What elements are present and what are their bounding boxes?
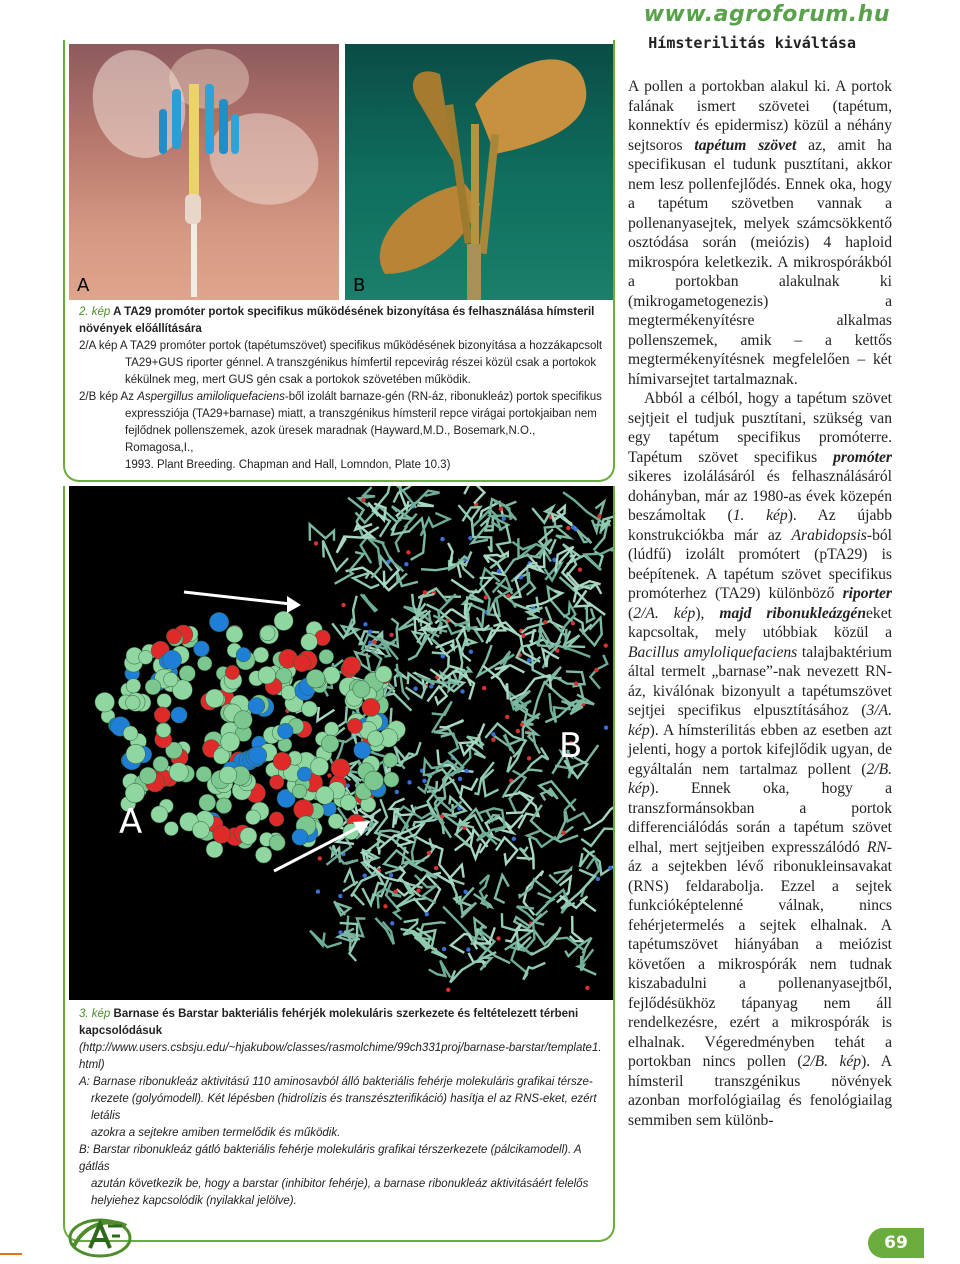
barstar-atom: [496, 936, 500, 940]
figure-2a-line3: kékülnek meg, mert GUS gén csak a portokok szövetében működik.: [125, 374, 471, 386]
barstar-atom: [442, 947, 446, 951]
figure-3-url-line2[interactable]: html): [79, 1059, 105, 1071]
barstar-atom: [394, 889, 398, 893]
barstar-strand: [450, 952, 496, 982]
barstar-atom: [363, 622, 367, 626]
flower-b-illustration: [345, 44, 613, 300]
barstar-strand: [496, 838, 517, 864]
figure-3: [63, 486, 615, 1242]
flower-photo-b: [345, 44, 613, 300]
figure-2b-line3: fejlődnek pollenszemek, azok üresek maradnak (Hayward,M.D., Bosemark,N.O., Romagosa,I.,: [125, 425, 536, 454]
figure-2b-line4: 1993. Plant Breeding. Chapman and Hall, Lomndon, Plate 10.3): [125, 459, 451, 471]
barnase-atom: [234, 711, 252, 729]
p2-segment: 2/A. kép: [633, 604, 696, 622]
barstar-atom: [501, 516, 505, 520]
barnase-atom: [219, 766, 237, 784]
barstar-strand: [510, 675, 551, 700]
p2-segment: talajbaktérium által termelt „barnase”-nak nevezett RN-áz, kiválónak bizonyult a tapétumszövet sejtjei specifikus elpusztításához (: [628, 643, 892, 719]
barnase-atom: [273, 752, 291, 770]
figure-2a-line1: 2/A kép A TA29 promóter portok (tapétumszövet) specifikus működésének bizonyítása a hozzákapcsolt: [79, 340, 603, 352]
barstar-strand: [430, 669, 474, 699]
barstar-strand: [495, 875, 509, 903]
barstar-atom: [482, 686, 486, 690]
barnase-atom: [151, 806, 168, 823]
barstar-strand: [399, 615, 422, 630]
barnase-atom: [226, 626, 243, 643]
barstar-strand: [480, 517, 493, 530]
barnase-atom: [343, 657, 361, 675]
figure-2-title: [79, 304, 605, 338]
barstar-atom: [468, 536, 472, 540]
figure-3a-line2: rkezete (golyómodell). Két lépésben (hidrolízis és transzészterifikáció) hasítja el az RNS-eket, ezért letális: [91, 1093, 597, 1122]
p2-segment: ). Az újabb konstrukciókba már az: [628, 507, 892, 544]
barstar-atom: [416, 888, 420, 892]
barstar-atom: [463, 890, 467, 894]
agroforum-logo-icon: [64, 1212, 136, 1260]
barstar-atom: [383, 904, 387, 908]
barnase-atom: [169, 763, 188, 782]
p2-segment: Arabidopsis: [791, 526, 867, 544]
figure-2b-prefix: 2/B kép Az: [79, 391, 138, 403]
barstar-atom: [516, 729, 520, 733]
figure-2b-species: Aspergillus amiloliquefaciens: [137, 391, 285, 403]
barstar-atom: [406, 550, 410, 554]
barstar-atom: [422, 779, 426, 783]
barstar-atom: [491, 737, 495, 741]
figure-3-number: 3. kép: [79, 1008, 111, 1020]
barstar-strand: [585, 608, 595, 622]
barnase-atom: [248, 698, 265, 715]
figure-3b-line2: azután következik be, hogy a barstar (inhibitor fehérje), a barnase ribonukleáz aktivitásáért felelős: [91, 1178, 589, 1190]
barstar-atom: [425, 912, 429, 916]
barnase-atom: [325, 722, 339, 736]
barstar-strand: [440, 720, 464, 728]
barnase-atom: [157, 694, 172, 709]
barnase-atom: [236, 647, 250, 661]
barnase-atom: [281, 685, 296, 700]
barstar-strand: [590, 655, 607, 689]
figure-2: [63, 40, 615, 482]
barstar-atom: [441, 654, 445, 658]
barstar-strand: [397, 572, 418, 586]
barstar-strand: [310, 524, 334, 541]
barstar-strand: [471, 919, 486, 945]
barnase-atom: [126, 695, 141, 710]
p2-segment: 2/B. kép: [802, 1053, 862, 1070]
p2-segment: (: [628, 604, 634, 622]
barstar-strand: [323, 541, 348, 571]
barnase-atom: [269, 812, 284, 827]
barstar-strand: [464, 486, 484, 503]
section-title: Hímsterilitás kiváltása: [648, 34, 856, 52]
barnase-atom: [192, 822, 209, 839]
figure-3b-line3: helyiehez kapcsolódik (nyilakkal jelölve).: [91, 1195, 297, 1207]
barstar-atom: [497, 569, 501, 573]
figure-2b-line2: expressziója (TA29+barnase) miatt, a transzgénikus hímsteril repce virágai portokjaiban nem: [125, 408, 597, 420]
barstar-strand: [532, 507, 563, 523]
barstar-atom: [318, 856, 322, 860]
site-url[interactable]: www.agroforum.hu: [643, 2, 890, 27]
p2-segment: ). A hímsteril transzgénikus növények azonban morfológiailag és fenológiailag semmiben sem különb-: [628, 1053, 892, 1129]
barnase-atom: [197, 656, 212, 671]
barstar-atom: [578, 568, 582, 572]
paragraph-1: [628, 77, 892, 389]
barnase-atom: [353, 681, 370, 698]
figure-2b-line1-rest: -ből izolált barnaze-gén (RN-áz, ribonukleáz) portok specifikus: [284, 391, 602, 403]
barstar-strand: [461, 552, 474, 579]
barstar-atom: [363, 873, 367, 877]
figure-2b-line1: [79, 389, 605, 406]
barnase-atom: [163, 650, 182, 669]
barstar-strand: [556, 938, 594, 966]
barnase-atom: [249, 746, 267, 764]
barnase-atom: [293, 655, 310, 672]
barstar-atom: [596, 877, 600, 881]
barnase-atom: [311, 758, 329, 776]
barstar-atom: [327, 773, 331, 777]
figure-2-title-text: A TA29 promóter portok specifikus működésének bizonyítása és felhasználása hímsteril növények előállítására: [79, 306, 595, 335]
barnase-atom: [255, 847, 271, 863]
figure-2-caption: [79, 304, 605, 474]
barstar-atom: [338, 894, 342, 898]
barstar-atom: [566, 526, 570, 530]
barnase-atom: [297, 767, 311, 781]
barstar-strand: [334, 901, 350, 915]
barnase-atom: [368, 731, 384, 747]
barstar-atom: [464, 769, 468, 773]
figure-3b-line1: B: Barstar ribonukleáz gátló bakteriális fehérje molekuláris grafikai térszerkezete (pálcikamodell). A gátlás: [79, 1144, 582, 1173]
barnase-atom: [164, 672, 179, 687]
barstar-atom: [389, 873, 393, 877]
barstar-atom: [561, 830, 565, 834]
barstar-atom: [597, 514, 601, 518]
barnase-atom: [164, 822, 178, 836]
barnase-atom: [384, 772, 399, 787]
barnase-atom: [194, 641, 210, 657]
footer-accent-line: [0, 1253, 22, 1255]
barnase-atom: [270, 775, 284, 789]
p1-segment: tapétum szövet: [694, 136, 797, 154]
barnase-atom: [331, 759, 350, 778]
barnase-atom: [340, 795, 356, 811]
barstar-atom: [491, 732, 495, 736]
barstar-atom: [505, 715, 509, 719]
barnase-atom: [199, 794, 216, 811]
p2-segment: ). Ennek oka, hogy a transzformánsokban a portok differenciálódás során a tapétum szövet elhal, mert sejtjeiben expresszálódó: [628, 780, 892, 856]
p2-segment: ). A hímsterilitás ebben az esetben azt jelenti, hogy a portok kifejlődik ugyan, de egyáltalán nem tartalmaz pollent (: [628, 721, 892, 778]
barnase-atom: [171, 707, 187, 723]
p2-segment: ),: [695, 604, 720, 622]
barnase-atom: [145, 679, 161, 695]
barnase-atom: [292, 784, 306, 798]
barstar-atom: [458, 777, 462, 781]
barstar-atom: [423, 590, 427, 594]
figure-3-url-line1[interactable]: (http://www.users.csbsju.edu/~hjakubow/classes/rasmolchime/99ch331proj/barnase-barstar/template1.: [79, 1042, 602, 1054]
p2-segment: promóter: [833, 448, 892, 466]
figure-3-caption: [79, 1006, 605, 1210]
p2-segment: -ból (lúdfű) izolált promótert (pTA29) is beépítenek. A tapétum szövet specifikus promóterhez (TA29) különböző: [628, 526, 892, 602]
barnase-atom: [221, 733, 240, 752]
barstar-atom: [512, 837, 516, 841]
barstar-atom: [460, 689, 464, 693]
p1-segment: A pollen a portokban alakul ki. A portok falának ismert szövetei (tapétum, konnektív és epidermisz) közül a néhány sejtsoros: [628, 78, 892, 154]
barnase-atom: [375, 666, 392, 683]
p2-segment: 2/B. kép: [628, 760, 892, 797]
barstar-atom: [316, 889, 320, 893]
barnase-atom: [213, 826, 231, 844]
barstar-atom: [604, 726, 608, 730]
page-number: 69: [868, 1228, 924, 1258]
barnase-atom: [166, 629, 181, 644]
barstar-atom: [446, 988, 450, 992]
barnase-atom: [123, 726, 138, 741]
p2-segment: RN: [866, 838, 887, 856]
barnase-atom: [354, 742, 371, 759]
molecule-label-a: A: [119, 802, 143, 842]
barnase-atom: [126, 679, 141, 694]
barnase-atom: [240, 828, 257, 845]
barstar-strand: [505, 793, 533, 814]
barstar-strand: [408, 519, 425, 560]
barstar-atom: [499, 507, 503, 511]
barstar-atom: [427, 851, 431, 855]
molecule-label-b: B: [559, 726, 583, 766]
barstar-atom: [543, 620, 547, 624]
barnase-atom: [154, 707, 170, 723]
barstar-strand: [585, 549, 612, 570]
figure-3-title-text: Barnase és Barstar bakteriális fehérjék molekuláris szerkezete és feltételezett térbeni kapcsolódásuk: [79, 1008, 579, 1037]
barstar-atom: [440, 537, 444, 541]
barnase-atom: [328, 814, 343, 829]
barstar-strand: [429, 961, 451, 978]
barstar-atom: [484, 595, 488, 599]
barstar-strand: [395, 742, 421, 763]
barnase-atom: [216, 798, 232, 814]
photo-a-label: A: [77, 275, 90, 296]
figure-3a-line3: azokra a sejtekre amiben termelődik és működik.: [91, 1127, 341, 1139]
barnase-atom: [258, 666, 276, 684]
barstar-atom: [338, 930, 342, 934]
barstar-atom: [407, 780, 411, 784]
barnase-atom: [301, 634, 318, 651]
barstar-strand: [561, 870, 595, 909]
barstar-strand: [519, 880, 551, 897]
barstar-strand: [472, 526, 493, 543]
p2-segment: riporter: [842, 585, 892, 602]
barnase-atom: [302, 701, 318, 717]
barnase-atom: [206, 841, 223, 858]
barstar-strand: [581, 857, 599, 897]
barnase-atom: [153, 756, 169, 772]
barnase-atom: [362, 698, 380, 716]
barstar-atom: [608, 866, 612, 870]
barstar-strand: [417, 598, 427, 616]
barstar-strand: [409, 863, 437, 878]
barnase-atom: [126, 744, 145, 763]
barnase-atom: [278, 723, 294, 739]
barnase-atom: [253, 647, 269, 663]
barnase-atom: [179, 665, 195, 681]
p2-segment: -áz a sejtekben lévő ribonukleinsavakat (RNS) feldarabolja. Ezzel a sejtek funkcióképtelenné válnak, nincs fehérjetermelés a sejtek elhalnak. A tapétumszövet hiányában a meiózist követően a mikrospórák nem tudnak kiszabadulni a pollenanyasejtből, fejlődésükhöz tápanyag nem áll rendelkezésre, ezért a mikrospórák is elhalnak. Végeredményben tehát a portokban nincs pollen (: [628, 838, 892, 1070]
barstar-atom: [466, 947, 470, 951]
barstar-atom: [413, 686, 417, 690]
barstar-atom: [361, 498, 365, 502]
barstar-strand: [523, 963, 545, 980]
figure-2-number: 2. kép: [79, 306, 111, 318]
barnase-atom: [246, 810, 261, 825]
barstar-atom: [429, 684, 433, 688]
p2-segment: Bacillus amyloliquefaciens: [628, 643, 798, 661]
barnase-atom: [269, 835, 285, 851]
barnase-atom: [225, 665, 239, 679]
barnase-atom: [209, 612, 228, 631]
p2-segment: majd ribonukleázgén: [719, 604, 867, 622]
figure-3a-line1: A: Barnase ribonukleáz aktivitású 110 aminosavból álló bakteriális fehérje molekuláris grafikai térsze-: [79, 1076, 593, 1088]
barstar-atom: [594, 668, 598, 672]
flower-a-illustration: [69, 44, 339, 300]
barnase-atom: [140, 767, 157, 784]
barstar-strand: [458, 505, 480, 521]
paragraph-2: [628, 389, 892, 1130]
molecule-illustration: [69, 486, 613, 1000]
barstar-strand: [498, 815, 523, 833]
barstar-atom: [390, 921, 394, 925]
barstar-atom: [571, 525, 575, 529]
barnase-atom: [319, 649, 334, 664]
barnase-atom: [260, 626, 275, 641]
binding-arrow-top: [184, 592, 301, 613]
figure-2a-line2: TA29+GUS riporter génnel. A transzgénikus hímfertil repcevirág részei közül csak a portokok: [125, 357, 597, 369]
barstar-strand: [581, 829, 613, 846]
barstar-atom: [314, 541, 318, 545]
barnase-atom: [306, 669, 325, 688]
barnase-atom: [156, 723, 171, 738]
barstar-strand: [427, 686, 446, 704]
barstar-atom: [395, 790, 399, 794]
barstar-atom: [604, 643, 608, 647]
barstar-atom: [527, 756, 531, 760]
barnase-atom: [347, 718, 362, 733]
barstar-strand: [386, 883, 402, 920]
barstar-strand: [310, 931, 342, 948]
barstar-atom: [527, 658, 531, 662]
flower-photo-a: [69, 44, 339, 300]
barstar-strand: [584, 804, 613, 831]
p1-segment: az, amit ha specifikusan el tudunk pusztítani, akkor nem lesz pollenfejlődés. Ennek oka, hogy a tapétum szövetben vannak a pollenanyasejtek, melyek számcsökkentő osztódása során (meiózis) 4 haploid mikrospóra keletkezik. A mikrospórákból a portokban alakulnak ki (mikrogametogenezis) a megtermékenyítésre alkalmas pollenszemek, amik – a kettős megtermékenyítésnek megfelelően – két hímivarsejtet tartalmaznak.: [628, 136, 892, 388]
barstar-atom: [434, 866, 438, 870]
photo-b-label: B: [353, 275, 366, 296]
barstar-strand: [361, 594, 378, 612]
barstar-strand: [435, 865, 463, 884]
barstar-strand: [570, 916, 583, 941]
barstar-atom: [341, 603, 345, 607]
barstar-atom: [574, 681, 578, 685]
p2-segment: 3/A. kép: [628, 702, 892, 739]
barstar-atom: [389, 633, 393, 637]
barnase-atom: [321, 735, 338, 752]
barstar-atom: [585, 986, 589, 990]
barstar-atom: [506, 594, 510, 598]
barnase-atom: [364, 771, 383, 790]
barnase-atom: [316, 786, 334, 804]
molecule-image: [69, 486, 613, 1000]
barstar-atom: [404, 562, 408, 566]
barstar-strand: [359, 487, 376, 506]
barnase-atom: [274, 611, 293, 630]
barnase-atom: [95, 692, 115, 712]
barnase-atom: [125, 783, 144, 802]
barnase-atom: [196, 766, 212, 782]
p2-segment: Abból a célból, hogy a tapétum szövet sejtjeit el tudjuk pusztítani, szükség van egy tapétum specifikus promóterre. Tapétum szövet specifikus: [628, 390, 892, 466]
barnase-atom: [383, 753, 398, 768]
barnase-atom: [139, 650, 153, 664]
barnase-atom: [205, 689, 224, 708]
barstar-strand: [577, 530, 591, 543]
p2-segment: sikeres izolálásáról és felhasználásáról dohányban, már az 1980-as évek közepén beszámoltak (: [628, 468, 892, 524]
figure-3-title: [79, 1006, 605, 1040]
article-body: [628, 77, 892, 1130]
barstar-atom: [469, 649, 473, 653]
p2-segment: 1. kép: [732, 507, 788, 524]
barnase-atom: [292, 829, 308, 845]
p2-segment: eket kapcsoltak, mely utóbbiak közül a: [628, 604, 892, 641]
